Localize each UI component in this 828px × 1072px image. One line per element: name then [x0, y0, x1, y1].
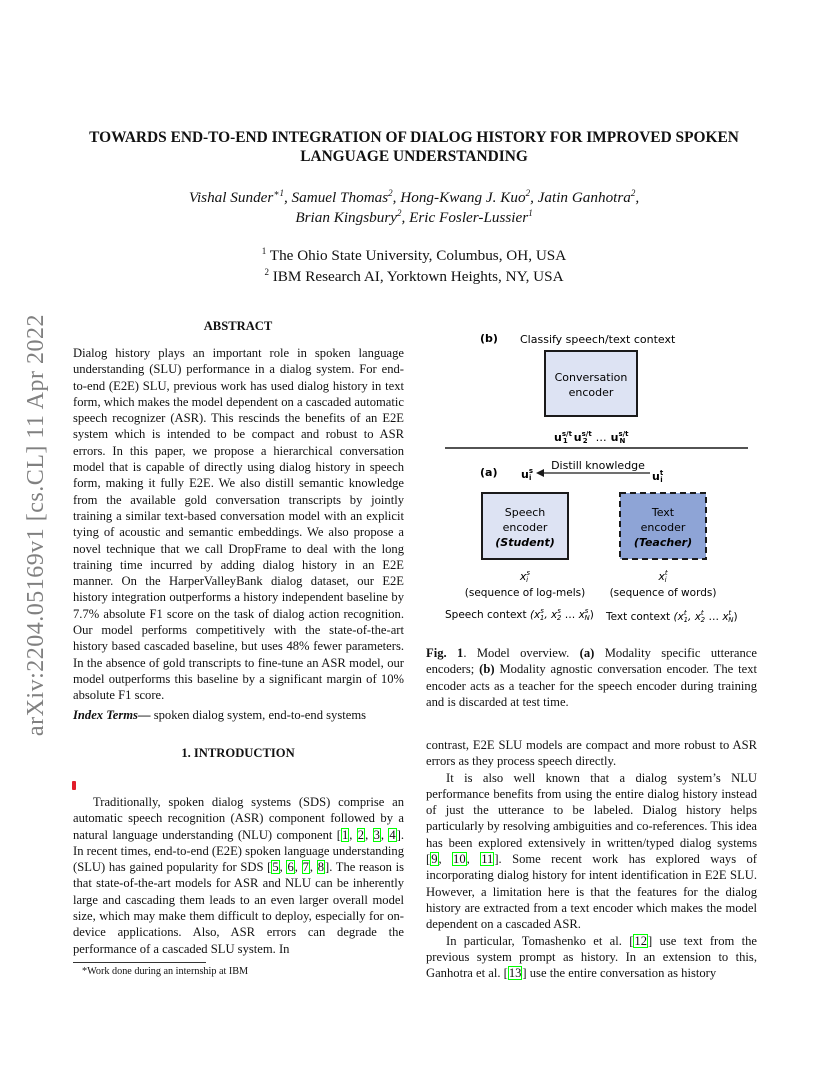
footnote-rule: [73, 962, 206, 963]
citation-link[interactable]: 2: [357, 827, 365, 842]
text-utterance-embedding: $u^t$ i: [652, 469, 664, 484]
citation-link[interactable]: 6: [287, 860, 294, 875]
fig-label-a: (a): [480, 466, 498, 479]
speech-input-symbol: $x^s$ i: [519, 569, 531, 584]
citation-link[interactable]: 3: [373, 827, 380, 842]
section-heading-introduction: 1. INTRODUCTION: [181, 746, 295, 760]
text-encoder-role: (Teacher): [633, 536, 693, 549]
fig-title-b: Classify speech/text context: [520, 333, 676, 346]
caption-label: Fig. 1: [426, 646, 464, 660]
speech-context-label: Speech context ($x^s$ 1, $x^s$ 2 … $x^s$ N): [445, 607, 594, 622]
citation-link[interactable]: 8: [317, 860, 325, 875]
figure-caption: Fig. 1. Model overview. (a) Modality specific utterance encoders; (b) Modality agnostic conversation encoder. The text encoder acts as a teacher for the speech encoder during training and is discarded at test time.: [426, 646, 757, 709]
fig-label-b: (b): [480, 332, 498, 345]
arrow-head-icon: [536, 469, 544, 477]
citation-link[interactable]: 7: [302, 860, 309, 875]
paragraph: It is also well known that a dialog system’s NLU performance benefits from using the entire dialog history instead of just the utterance to be labeled. Dialog history helps particularly by resolving ambiguities and co-references. This idea has been explored extensively in written/typed dialog systems [9, 10, 11]. Some recent work has explored ways of incorporating dialog history for intent identification in E2E SLU. However, a limitation here is that the features for the dialog history are extracted from a text encoder which makes the model dependent on a cascaded ASR.: [426, 770, 757, 932]
text-input-symbol: $x^t$ i: [658, 569, 668, 584]
citation-link[interactable]: 9: [431, 852, 438, 867]
paragraph: contrast, E2E SLU models are compact and more robust to ASR errors as they process speech directly.: [426, 738, 757, 769]
abstract-heading: ABSTRACT: [203, 319, 273, 333]
citation-link[interactable]: 1: [341, 827, 349, 842]
author-list: Vishal Sunder$^{∗1}$, Samuel Thomas$^2$, Hong-Kwang J. Kuo$^2$, Jatin Ganhotra$^2$, Brian Kingsbury$^2$, Eric Fosler-Lussier$^1$: [188, 187, 640, 226]
abstract-body: [73, 345, 404, 704]
author: Hong-Kwang J. Kuo: [400, 189, 526, 206]
paragraph: In particular, Tomashenko et al. [12] use text from the previous system prompt as history. In an extension to this, Ganhotra et al. [13] use the entire conversation as history: [426, 933, 758, 981]
affiliation-2: $^2$ IBM Research AI, Yorktown Heights, NY, USA: [264, 266, 564, 285]
citation-link[interactable]: 13: [508, 966, 522, 981]
arxiv-stamp-text: arXiv:2204.05169v1 [cs.CL] 11 Apr 2022: [22, 313, 49, 737]
author: Jatin Ganhotra: [537, 189, 631, 206]
author: Samuel Thomas: [291, 189, 389, 206]
citation-link[interactable]: 11: [481, 852, 494, 867]
intro-paragraph: Traditionally, spoken dialog systems (SDS) comprise an automatic speech recognition (ASR) component followed by a natural language understanding (NLU) component [1, 2, 3, 4]. In recent times, end-to-end (E2E) spoken language understanding (SLU) has gained popularity for SDS [5, 6, 7, 8]. The reason is that state-of-the-art models for ASR and NLU can be inherently large and cascading them leads to an even larger overall model size, which may make them difficult to deploy, especially for on-device applications. Also, ASR errors can degrade the performance of a cascaded SLU system. In: [73, 795, 405, 956]
text-context-label: Text context ($x^t$ 1, $x^t$ 2 … $x^t$ N): [606, 609, 738, 624]
arxiv-stamp: [8, 290, 64, 760]
author: Brian Kingsbury: [295, 209, 397, 226]
citation-link[interactable]: 10: [453, 852, 466, 867]
text-encoder-label: Text: [651, 506, 675, 519]
index-terms: [73, 707, 404, 723]
index-terms-text: spoken dialog system, end-to-end systems: [150, 708, 367, 722]
speech-utterance-embedding: $u^s$ i: [521, 467, 534, 482]
speech-input-desc: (sequence of log-mels): [464, 587, 586, 599]
author-affil-mark: 1: [528, 207, 533, 218]
speech-encoder-label: encoder: [502, 521, 548, 534]
citation-link[interactable]: 12: [634, 933, 648, 948]
text-input-desc: (sequence of words): [609, 587, 717, 599]
index-terms-label: Index Terms—: [73, 708, 151, 722]
author: Vishal Sunder: [188, 189, 274, 206]
paper-title: TOWARDS END-TO-END INTEGRATION OF DIALOG HISTORY FOR IMPROVED SPOKEN LANGUAGE UNDERSTANDING: [89, 129, 739, 165]
affiliations: [60, 245, 768, 287]
annotation-marker: [72, 781, 76, 790]
author-affil-mark: 2: [630, 187, 636, 198]
footnote: *Work done during an internship at IBM: [82, 966, 249, 977]
author-affil-mark: 2: [525, 187, 531, 198]
text-encoder-label: encoder: [640, 521, 686, 534]
affiliation-1: $^1$ The Ohio State University, Columbus, OH, USA: [261, 245, 567, 264]
conversation-encoder-label: Conversation: [554, 371, 628, 384]
citation-link[interactable]: 4: [389, 827, 396, 842]
utterance-sequence: $u^{s/t}$ 1 $u^{s/t}$ 2 … $u^{s/t}$ N: [554, 430, 629, 445]
intro-body: [73, 794, 404, 957]
author: Eric Fosler-Lussier: [409, 209, 529, 226]
author-affil-mark: 2: [388, 187, 393, 198]
conversation-encoder-label: encoder: [568, 386, 614, 399]
abstract-text: Dialog history plays an important role in spoken language understanding (SLU) performance in a dialog system. For end-to-end (E2E) SLU, previous work has used dialog history in text form, which makes the model dependent on a cascaded automatic speech recognizer (ASR). This rescinds the benefits of an E2E system which is intended to be compact and robust to ASR errors. In this paper, we propose a hierarchical conversation model that is capable of directly using dialog history in speech form, making it fully E2E. We also distill semantic knowledge from the available gold conversation transcripts by jointly training a similar text-based conversation model with an explicit tying of acoustic and semantic embeddings. We also propose a novel technique that we call DropFrame to deal with the long training time incurred by adding dialog history in an E2E manner. On the HarperValleyBank dialog dataset, our E2E history integration outperforms a history independent baseline by 7.7% absolute F1 score on the task of dialog action recognition. Our model performs competitively with the state-of-the-art history based cascaded baseline, but uses 48% fewer parameters. In the absence of gold transcripts to fine-tune an ASR model, our model outperforms this baseline by a significant margin of 10% absolute F1 score.: [73, 346, 404, 703]
speech-encoder-label: Speech: [504, 506, 546, 519]
citation-link[interactable]: 5: [272, 860, 279, 875]
author-affil-mark: 2: [397, 207, 402, 218]
right-column-body: [426, 737, 757, 981]
speech-encoder-role: (Student): [495, 536, 555, 549]
distill-label: Distill knowledge: [551, 459, 645, 472]
figure-1: [440, 326, 770, 631]
author-affil-mark: ∗1: [273, 187, 284, 198]
